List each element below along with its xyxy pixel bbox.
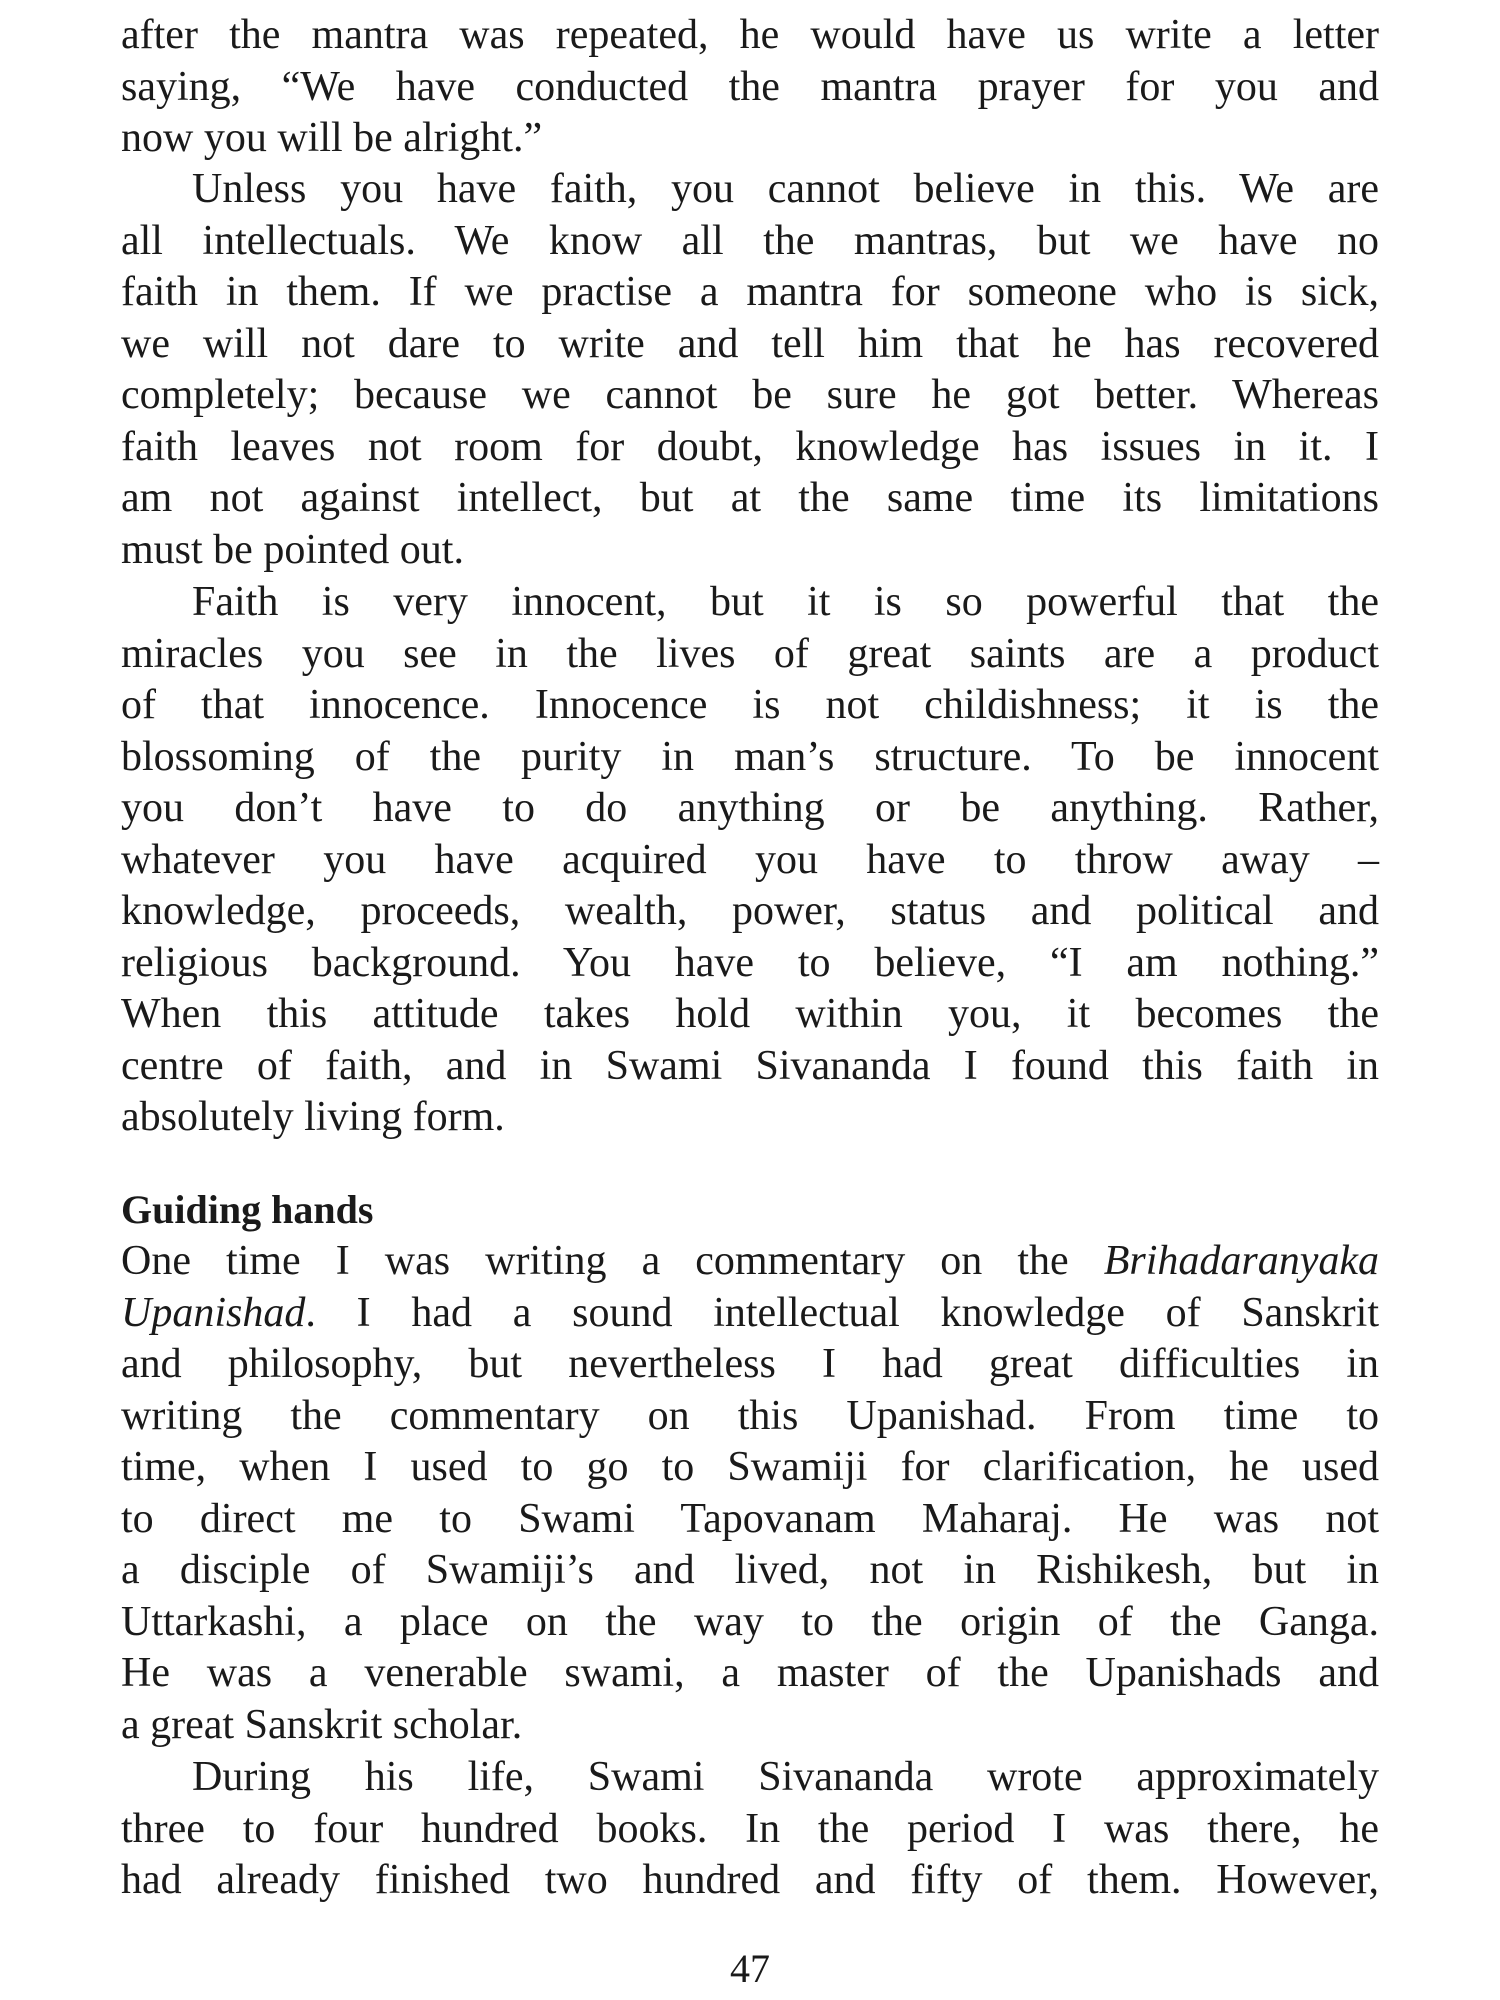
text-line: whatever you have acquired you have to throw away – (121, 836, 1379, 883)
paragraph-4 (121, 1236, 1379, 1751)
text-line: of that innocence. Innocence is not childishness; it is the (121, 682, 1379, 728)
text-line: centre of faith, and in Swami Sivananda I found this faith in (121, 1042, 1379, 1089)
text-line: Unless you have faith, you cannot believe in this. We are (192, 166, 1379, 212)
text-line: Uttarkashi, a place on the way to the origin of the Ganga. (121, 1598, 1379, 1645)
text-line: Faith is very innocent, but it is so powerful that the (192, 579, 1379, 625)
text-line: religious background. You have to believe, “I am nothing.” (121, 939, 1379, 986)
text-line (121, 1288, 1379, 1340)
text-span: One time I was writing a commentary on the (121, 1238, 1104, 1284)
text-line: completely; because we cannot be sure he got better. Whereas (121, 372, 1379, 418)
page-number: 47 (730, 1946, 770, 1991)
book-title: Upanishad (121, 1289, 306, 1336)
text-line: time, when I used to go to Swamiji for clarification, he used (121, 1444, 1379, 1490)
text-line: three to four hundred books. In the period I was there, he (121, 1805, 1379, 1852)
text-line: had already finished two hundred and fifty of them. However, (121, 1857, 1379, 1903)
text-line: to direct me to Swami Tapovanam Maharaj. He was not (121, 1495, 1379, 1542)
text-line: saying, “We have conducted the mantra prayer for you and (121, 63, 1379, 110)
text-line: after the mantra was repeated, he would have us write a letter (121, 12, 1379, 58)
paragraph-5 (121, 1752, 1379, 1907)
text-line: we will not dare to write and tell him that he has recovered (121, 320, 1379, 367)
text-line: He was a venerable swami, a master of the Upanishads and (121, 1650, 1379, 1696)
text-line: you don’t have to do anything or be anything. Rather, (121, 785, 1379, 831)
book-title: Brihadaranyaka (1103, 1238, 1379, 1284)
text-line: knowledge, proceeds, wealth, power, status and political and (121, 888, 1379, 934)
text-line: and philosophy, but nevertheless I had great difficulties in (121, 1341, 1379, 1387)
text-line: faith in them. If we practise a mantra for someone who is sick, (121, 269, 1379, 315)
paragraph-2 (121, 164, 1379, 576)
text-line: When this attitude takes hold within you, it becomes the (121, 991, 1379, 1037)
text-line: writing the commentary on this Upanishad. From time to (121, 1392, 1379, 1439)
text-line (121, 1236, 1379, 1288)
text-line: must be pointed out. (121, 526, 464, 573)
text-line: all intellectuals. We know all the mantras, but we have no (121, 217, 1379, 264)
text-line: blossoming of the purity in man’s structure. To be innocent (121, 733, 1379, 780)
text-line: am not against intellect, but at the same time its limitations (121, 475, 1379, 521)
text-line: During his life, Swami Sivananda wrote approximately (192, 1754, 1379, 1800)
text-line: miracles you see in the lives of great saints are a product (121, 630, 1379, 677)
text-line: absolutely living form. (121, 1094, 505, 1140)
text-span: . I had a sound intellectual knowledge of Sanskrit (305, 1289, 1379, 1336)
text-line: a disciple of Swamiji’s and lived, not in Rishikesh, but in (121, 1547, 1379, 1593)
paragraph-1 (121, 10, 1379, 165)
text-line: now you will be alright.” (121, 115, 543, 161)
text-line: a great Sanskrit scholar. (121, 1701, 523, 1748)
book-page (121, 0, 1379, 2000)
section-heading: Guiding hands (121, 1187, 374, 1232)
paragraph-3 (121, 577, 1379, 1144)
text-line: faith leaves not room for doubt, knowledge has issues in it. I (121, 423, 1379, 470)
